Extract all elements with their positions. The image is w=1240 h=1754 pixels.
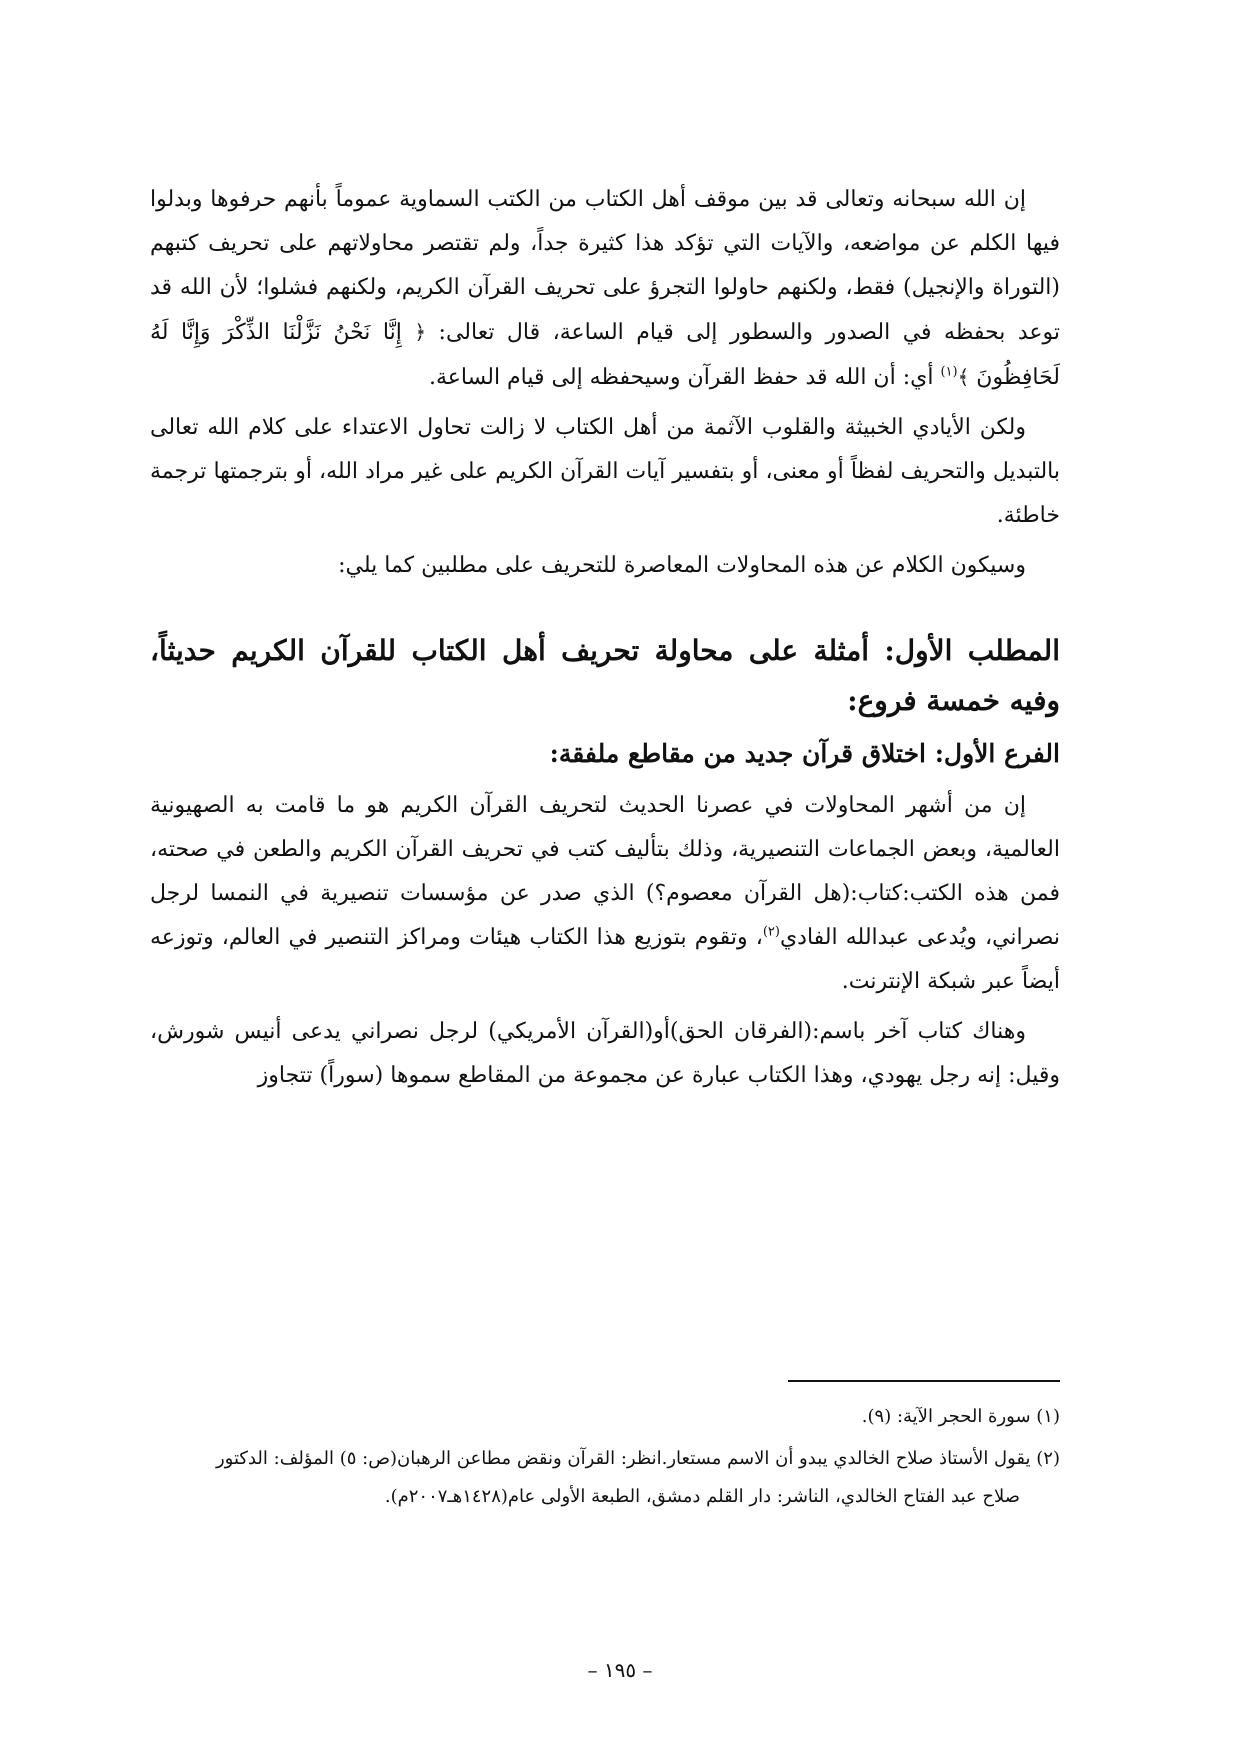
- subsection-title: الفرع الأول: اختلاق قرآن جديد من مقاطع ملفقة:: [549, 739, 1060, 768]
- paragraph-famous-attempts: [150, 784, 1060, 1004]
- quran-close-bracket: ﴾: [957, 365, 970, 389]
- paragraph-intro: [150, 178, 1060, 400]
- paragraph-intro-continuation: أي: أن الله قد حفظ القرآن وسيحفظه إلى قيام الساعة.: [429, 365, 934, 390]
- paragraph-another-book: وهناك كتاب آخر باسم:(الفرقان الحق)أو(القرآن الأمريكي) لرجل نصراني يدعى أنيس شورش، وقيل: إنه رجل يهودي، وهذا الكتاب عبارة عن مجموعة من المقاطع سموها (سوراً) تتجاوز: [150, 1019, 1060, 1088]
- paragraph-malicious-hands: ولكن الأيادي الخبيثة والقلوب الآثمة من أهل الكتاب لا زالت تحاول الاعتداء على كلام الله تعالى بالتبديل والتحريف لفظاً أو معنى، أو بتفسير آيات القرآن الكريم على غير مراد الله، أو بترجمتها ترجمة خاطئة.: [150, 415, 1060, 528]
- page-body: [150, 178, 1060, 1104]
- footnote-reference-2[interactable]: (٢): [762, 924, 780, 940]
- paragraph-outline: وسيكون الكلام عن هذه المحاولات المعاصرة للتحريف على مطلبين كما يلي:: [338, 553, 1026, 578]
- footnote-1: (١) سورة الحجر الآية: (٩).: [861, 1406, 1060, 1427]
- paragraph-famous-attempts-continuation: ، وتقوم بتوزيع هذا الكتاب هيئات ومراكز التنصير في العالم، وتوزعه أيضاً عبر شبكة الإنترنت.: [150, 925, 1060, 994]
- section-title: المطلب الأول: أمثلة على محاولة تحريف أهل الكتاب للقرآن الكريم حديثاً، وفيه خمسة فروع:: [150, 634, 1060, 717]
- footnote-2: [150, 1440, 1060, 1516]
- footnote-reference-1[interactable]: (١): [940, 364, 958, 380]
- quran-open-bracket: ﴿: [414, 320, 427, 344]
- footnotes: [150, 1398, 1060, 1520]
- quran-verse: إِنَّا نَحْنُ نَزَّلْنَا الذِّكْرَ وَإِنَّا لَهُ لَحَافِظُونَ: [150, 320, 1060, 390]
- footnote-2-line-2: صلاح عبد الفتاح الخالدي، الناشر: دار القلم دمشق، الطبعة الأولى عام(١٤٢٨هـ٢٠٠٧م).: [384, 1486, 1020, 1507]
- paragraph-intro-text: إن الله سبحانه وتعالى قد بين موقف أهل الكتاب من الكتب السماوية عموماً بأنهم حرفوها وبدلوا فيها الكلم عن مواضعه، والآيات التي تؤكد هذا كثيرة جداً، ولم تقتصر محاولاتهم على تحريف كتبهم (التوراة والإنجيل) فقط، ولكنهم حاولوا التجرؤ على تحريف القرآن الكريم، ولكنهم فشلوا؛ لأن الله قد توعد بحفظه في الصدور والسطور إلى قيام الساعة، قال تعالى:: [150, 187, 1060, 345]
- page-number: – ١٩٥ –: [587, 1658, 653, 1682]
- footnote-2-line-1: (٢) يقول الأستاذ صلاح الخالدي يبدو أن الاسم مستعار.انظر: القرآن ونقض مطاعن الرهبان(ص: ٥) المؤلف: الدكتور: [215, 1448, 1060, 1469]
- paragraph-famous-attempts-text: إن من أشهر المحاولات في عصرنا الحديث لتحريف القرآن الكريم هو ما قامت به الصهيونية العالمية، وبعض الجماعات التنصيرية، وذلك بتأليف كتب في تحريف القرآن الكريم والطعن في صحته، فمن هذه الكتب:كتاب:(هل القرآن معصوم؟) الذي صدر عن مؤسسات تنصيرية في النمسا لرجل نصراني، ويُدعى عبدالله الفادي: [150, 793, 1061, 950]
- footnote-separator: [788, 1380, 1060, 1382]
